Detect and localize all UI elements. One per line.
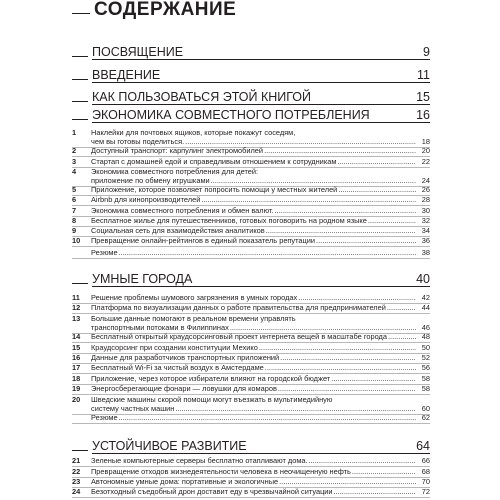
entry-text: [91, 477, 416, 486]
entry-text: [91, 467, 416, 476]
entry-line-text: Стартап с домашней едой и справедливым отношением к сотрудникам: [91, 157, 337, 166]
entry-line-text: транспортными потоками в Филиппинах: [91, 323, 229, 332]
entry-text: [91, 395, 416, 413]
toc-entry[interactable]: [72, 456, 430, 465]
entry-line: [91, 248, 416, 257]
section-rule: [92, 82, 430, 83]
entry-page-number: 52: [421, 353, 430, 362]
entry-page-number: 18: [421, 137, 430, 146]
section-dash: [72, 79, 88, 80]
entry-page-number: 46: [421, 323, 430, 332]
entry-page-number: 44: [421, 303, 430, 312]
entry-number: 3: [72, 157, 77, 166]
entry-text: [91, 128, 416, 146]
entry-line-text: Бесплатное жилье для путешественников, готовых поговорить на родном языке: [91, 216, 367, 225]
entry-text: [91, 303, 416, 312]
entry-line-text: Краудсорсинг при создании конституции Мехико: [91, 343, 258, 352]
entry-line: [91, 404, 416, 413]
entry-number: 14: [72, 332, 81, 341]
entry-line: [91, 303, 416, 312]
entry-line-text: Социальная сеть для взаимодействия аналитиков: [91, 226, 265, 235]
dot-leader: [368, 216, 416, 225]
toc-entry[interactable]: [72, 353, 430, 362]
dot-leader: [278, 384, 416, 393]
entry-line-text: Airbnb для кинопроизводителей: [91, 195, 201, 204]
entry-line-text: Резюме: [91, 413, 118, 422]
toc-entry[interactable]: [72, 226, 430, 235]
entry-number: 22: [72, 467, 81, 476]
entry-number: 2: [72, 146, 77, 155]
toc-entry[interactable]: [72, 216, 430, 225]
dot-leader: [316, 236, 416, 245]
dot-leader: [309, 456, 416, 465]
entry-page-number: 36: [421, 236, 430, 245]
toc-entry[interactable]: [72, 363, 430, 372]
entry-page-number: 38: [421, 248, 430, 257]
entry-page-number: 32: [421, 216, 430, 225]
entry-number: 7: [72, 206, 77, 215]
entry-rule: [72, 423, 430, 424]
entry-text: [91, 413, 416, 422]
section-title: ПОСВЯЩЕНИЕ: [92, 45, 184, 59]
entry-text: [91, 353, 416, 362]
dot-leader: [119, 248, 416, 257]
entry-text: [91, 157, 416, 166]
entry-page-number: 56: [421, 363, 430, 372]
toc-entry[interactable]: [72, 195, 430, 204]
entry-line: [91, 487, 416, 496]
section-page-number: 9: [423, 45, 430, 59]
entry-line-text: Доступный транспорт: карпулинг электромобилей: [91, 146, 264, 155]
entry-number: 12: [72, 303, 81, 312]
dot-leader: [201, 195, 416, 204]
entry-number: 6: [72, 195, 77, 204]
entry-page-number: 42: [421, 293, 430, 302]
toc-entry[interactable]: [72, 477, 430, 486]
toc-entry[interactable]: [72, 487, 430, 496]
toc-section[interactable]: [72, 107, 430, 123]
entry-text: [91, 206, 416, 215]
entry-line-text: Данные для разработчиков транспортных приложений: [91, 353, 280, 362]
entry-text: [91, 293, 416, 302]
entry-line-text: Превращение отходов жизнедеятельности человека в неочищенную нефть: [91, 467, 351, 476]
entry-line: [91, 176, 416, 185]
contents-title: СОДЕРЖАНИЕ: [94, 0, 237, 20]
entry-number: 24: [72, 487, 81, 496]
entry-page-number: 24: [421, 176, 430, 185]
entry-page-number: 58: [421, 384, 430, 393]
entry-line: [91, 146, 416, 155]
entry-page-number: 30: [421, 206, 430, 215]
entry-number: 10: [72, 236, 81, 245]
entry-line: [91, 374, 416, 383]
section-title: ВВЕДЕНИЕ: [92, 68, 161, 82]
section-dash: [72, 56, 88, 57]
section-dash: [72, 101, 88, 102]
entry-number: 16: [72, 353, 81, 362]
section-page-number: 64: [416, 439, 430, 453]
entry-text: [91, 167, 416, 185]
entry-rule: [72, 246, 430, 247]
entry-line-text: Бесплатный Wi-Fi за чистый воздух в Амстердаме: [91, 363, 264, 372]
entry-page-number: 66: [421, 456, 430, 465]
toc-entry[interactable]: [72, 343, 430, 352]
toc-section[interactable]: [72, 438, 430, 454]
entry-line: [91, 206, 416, 215]
entry-line: [91, 236, 416, 245]
entry-number: 8: [72, 216, 77, 225]
entry-page-number: 70: [421, 477, 430, 486]
entry-text: [91, 216, 416, 225]
entry-line-text: Бесплатный открытый краудсорсинговый проект интернета вещей в масштабе города: [91, 332, 387, 341]
entry-rule: [72, 497, 430, 498]
entry-line: [91, 323, 416, 332]
section-page-number: 16: [416, 108, 430, 122]
entry-line-text: Безотходный съедобный дрон доставит еду в чрезвычайной ситуации: [91, 487, 333, 496]
dot-leader: [331, 374, 416, 383]
entry-line-text: Автономные умные дома: портативные и экологичные: [91, 477, 279, 486]
entry-line: [91, 185, 416, 194]
entry-text: [91, 314, 416, 332]
entry-text: [91, 456, 416, 465]
section-title: УСТОЙЧИВОЕ РАЗВИТИЕ: [92, 439, 247, 453]
entry-text: [91, 384, 416, 393]
entry-line-text: Шведские машины скорой помощи могут въезжать в мультимедийную: [91, 395, 333, 404]
entry-page-number: 34: [421, 226, 430, 235]
entry-line-text: Наклейки для почтовых ящиков, которые покажут соседям,: [91, 128, 296, 137]
entry-line-text: Резюме: [91, 248, 118, 257]
dot-leader: [334, 487, 416, 496]
entry-number: 11: [72, 293, 80, 302]
section-rule: [92, 286, 430, 287]
entry-line: [91, 363, 416, 372]
entry-number: 19: [72, 384, 81, 393]
entry-line-text: Зеленые компьютерные серверы бесплатно отапливают дома.: [91, 456, 308, 465]
dot-leader: [264, 146, 416, 155]
entry-text: [91, 236, 416, 245]
toc-entry[interactable]: [72, 128, 430, 146]
entry-line-text: Решение проблемы шумового загрязнения в умных городах: [91, 293, 298, 302]
toc-entry[interactable]: [72, 467, 430, 476]
entry-page-number: 20: [421, 146, 430, 155]
dot-leader: [265, 363, 416, 372]
entry-line-text: Приложение, которое позволяет попросить помощи у местных жителей: [91, 185, 338, 194]
entry-line: [91, 456, 416, 465]
toc-entry[interactable]: [72, 146, 430, 155]
entry-number: 4: [72, 167, 77, 176]
entry-text: [91, 195, 416, 204]
entry-text: [91, 185, 416, 194]
toc-entry[interactable]: [72, 374, 430, 383]
entry-page-number: 28: [421, 195, 430, 204]
section-dash: [72, 119, 88, 120]
entry-line: [91, 216, 416, 225]
entry-page-number: 68: [421, 467, 430, 476]
section-title: УМНЫЕ ГОРОДА: [92, 272, 193, 286]
toc-entry[interactable]: [72, 395, 430, 413]
entry-page-number: 60: [421, 404, 430, 413]
dot-leader: [259, 343, 416, 352]
section-dash: [72, 283, 88, 284]
dot-leader: [337, 157, 416, 166]
entry-line: [91, 293, 416, 302]
entry-text: [91, 146, 416, 155]
entry-number: 15: [72, 343, 81, 352]
dot-leader: [266, 226, 416, 235]
toc-section[interactable]: [72, 89, 430, 105]
section-rule: [92, 453, 430, 454]
section-rule: [92, 122, 430, 123]
entry-line-text: Экономика совместного потребления для детей:: [91, 167, 259, 176]
dot-leader: [352, 467, 416, 476]
dot-leader: [230, 323, 416, 332]
contents-heading: [72, 0, 236, 21]
toc-entry[interactable]: [72, 384, 430, 393]
dot-leader: [275, 206, 416, 215]
entry-number: 17: [72, 363, 81, 372]
dot-leader: [211, 176, 416, 185]
entry-line: [91, 332, 416, 341]
dot-leader: [119, 413, 416, 422]
toc-entry[interactable]: [72, 314, 430, 332]
entry-line-text: систему частных машин: [91, 404, 175, 413]
entry-text: [91, 343, 416, 352]
entry-line-text: Энергосберегающие фонари — ловушки для комаров: [91, 384, 277, 393]
section-page-number: 15: [416, 90, 430, 104]
entry-line: [91, 413, 416, 422]
dot-leader: [175, 404, 416, 413]
entry-line: [91, 353, 416, 362]
toc-entry[interactable]: [72, 167, 430, 185]
entry-number: 5: [72, 185, 77, 194]
toc-entry[interactable]: [72, 293, 430, 302]
entry-number: 20: [72, 395, 81, 404]
entry-number: 13: [72, 314, 81, 323]
entry-line-text: Экономика совместного потребления и обмен валют.: [91, 206, 274, 215]
entry-page-number: 72: [421, 487, 430, 496]
entry-page-number: 26: [421, 185, 430, 194]
entry-line-text: Платформа по визуализации данных о работе правительства для предпринимателей: [91, 303, 386, 312]
toc-section[interactable]: [72, 67, 430, 83]
entry-text: [91, 332, 416, 341]
entry-page-number: 62: [421, 413, 430, 422]
entry-text: [91, 226, 416, 235]
entry-text: [91, 487, 416, 496]
dot-leader: [338, 185, 416, 194]
entry-page-number: 50: [421, 343, 430, 352]
entry-number: 9: [72, 226, 77, 235]
entry-line: [91, 137, 416, 146]
entry-line: [91, 343, 416, 352]
entry-number: 21: [72, 456, 81, 465]
entry-text: [91, 248, 416, 257]
toc-entry[interactable]: [72, 332, 430, 341]
entry-line: [91, 157, 416, 166]
entry-line-text: Приложение, через которое избиратели влияют на городской бюджет: [91, 374, 331, 383]
entry-line: [91, 467, 416, 476]
section-title: ЭКОНОМИКА СОВМЕСТНОГО ПОТРЕБЛЕНИЯ: [92, 108, 370, 122]
section-rule: [92, 59, 430, 60]
entry-line-text: Большие данные помогают в реальном времени управлять: [91, 314, 296, 323]
entry-line: [91, 226, 416, 235]
dot-leader: [280, 353, 416, 362]
toc-entry[interactable]: [72, 413, 430, 422]
toc-entry[interactable]: [72, 236, 430, 245]
dot-leader: [387, 303, 416, 312]
toc-section[interactable]: [72, 271, 430, 287]
entry-number: 23: [72, 477, 81, 486]
section-page-number: 11: [417, 68, 430, 82]
entry-line-text: Превращение онлайн-рейтингов в единый показатель репутации: [91, 236, 316, 245]
toc-entry[interactable]: [72, 248, 430, 257]
section-rule: [92, 104, 430, 105]
section-dash: [72, 450, 88, 451]
dot-leader: [298, 293, 416, 302]
entry-line: [91, 477, 416, 486]
section-title: КАК ПОЛЬЗОВАТЬСЯ ЭТОЙ КНИГОЙ: [92, 90, 312, 104]
section-page-number: 40: [416, 272, 430, 286]
entry-rule: [72, 258, 430, 259]
toc-entry[interactable]: [72, 185, 430, 194]
toc-entry[interactable]: [72, 157, 430, 166]
entry-number: 1: [72, 128, 77, 137]
dot-leader: [279, 477, 416, 486]
entry-line-text: чем вы готовы поделиться.: [91, 137, 185, 146]
entry-page-number: 58: [421, 374, 430, 383]
toc-entry[interactable]: [72, 303, 430, 312]
entry-line: [91, 195, 416, 204]
entry-number: 18: [72, 374, 81, 383]
entry-line: [91, 384, 416, 393]
entry-line-text: приложение по обмену игрушками: [91, 176, 210, 185]
toc-entry[interactable]: [72, 206, 430, 215]
toc-section[interactable]: [72, 44, 430, 60]
dot-leader: [388, 332, 416, 341]
heading-dash: [72, 13, 90, 14]
entry-text: [91, 363, 416, 372]
dot-leader: [185, 137, 416, 146]
entry-page-number: 22: [421, 157, 430, 166]
entry-page-number: 48: [421, 332, 430, 341]
entry-text: [91, 374, 416, 383]
